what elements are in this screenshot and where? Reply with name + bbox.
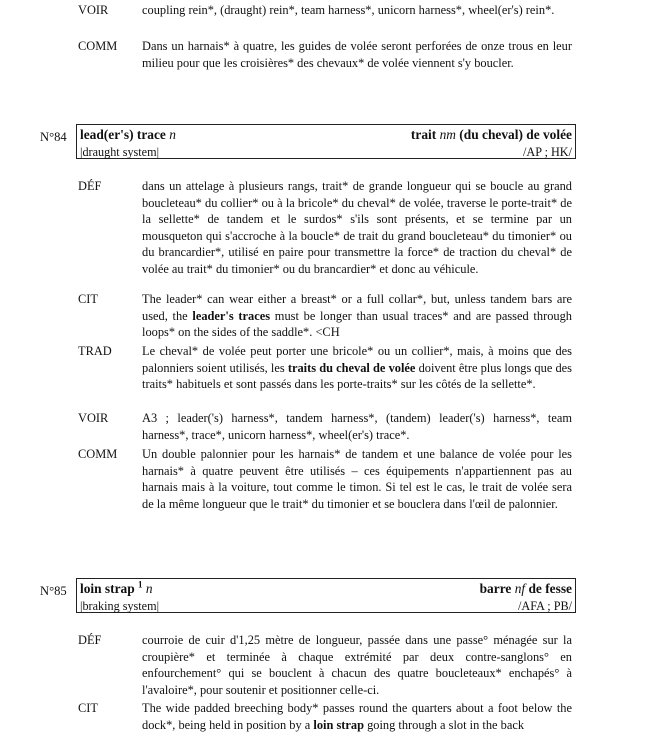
entry-equivalent: trait nm (du cheval) de volée bbox=[410, 127, 572, 142]
entry-domain: |draught system| bbox=[80, 145, 160, 159]
field-text: coupling rein*, (draught) rein*, team harness*, unicorn harness*, wheel(er's) rein*. bbox=[142, 3, 555, 17]
field-label: DÉF bbox=[78, 633, 102, 647]
field-text: courroie de cuir d'1,25 mètre de longueur, passée dans une passe° ménagée sur la croupière* et terminée à chaque extrémité par deux contre-sanglons° en enfourchement° qui se bouclent à chacun des quatre boucleteaux* enchapés° à l'avaloire*, pour soutenir et positionner celle-ci. bbox=[142, 633, 572, 697]
field-label: CIT bbox=[78, 701, 98, 715]
field-label: COMM bbox=[78, 39, 118, 53]
entry-number: N°84 bbox=[40, 130, 67, 144]
field-label: COMM bbox=[78, 447, 118, 461]
entry-term: lead(er's) trace n bbox=[80, 127, 176, 142]
field-text: dans un attelage à plusieurs rangs, trait* de grande longueur qui se boucle au grand boucleteau* du collier* ou à la bricole* du cheval* de volée, traverse le porte-trait* de la sellette* de tandem et le surdos* s'ils sont présents, et se termine par un mousqueton qui s'accroche à la boucle* de trait du grand boucleteau* du timonier* ou du brancardier*, utilisé en paire pour transmettre la force* de traction du cheval* de volée au trait* du timonier* ou du brancardier* et donc au véhicule. bbox=[142, 179, 572, 276]
field-label: VOIR bbox=[78, 411, 109, 425]
field-text: The leader* can wear either a breast* or a full collar*, but, unless tandem bars are used, the leader's traces must be longer than usual traces* and are passed through loops* on the sides of the saddle*. <CH bbox=[142, 292, 572, 340]
field-comm-prev bbox=[78, 38, 578, 72]
field-text: A3 ; leader('s) harness*, tandem harness*, (tandem) leader('s) harness*, team harness*, trace*, unicorn harness*, wheel(er's) trace*. bbox=[142, 411, 572, 442]
entry-equivalent: barre nf de fesse bbox=[479, 581, 572, 596]
field-voir-prev bbox=[78, 2, 578, 36]
term-highlight: loin strap bbox=[313, 717, 364, 732]
entry-number: N°85 bbox=[40, 584, 67, 598]
field-label: DÉF bbox=[78, 179, 102, 193]
entry-header-box bbox=[76, 578, 576, 613]
entry-header-box bbox=[76, 124, 576, 159]
field-label: VOIR bbox=[78, 3, 109, 17]
entry-term: loin strap $^1$ n bbox=[80, 579, 153, 596]
field-text: Dans un harnais* à quatre, les guides de volée seront perforées de onze trous en leur milieu pour que les croisières* des chevaux* de volée viennent s'y boucler. bbox=[142, 39, 572, 70]
entry-domain: |braking system| bbox=[80, 599, 160, 613]
field-label: TRAD bbox=[78, 344, 112, 358]
field-label: CIT bbox=[78, 292, 98, 306]
field-text: The wide padded breeching body* passes round the quarters about a foot below the dock*, being held in position by a loin strap going through a slot in the back bbox=[142, 701, 572, 732]
field-text: Un double palonnier pour les harnais* de tandem et une balance de volée pour les harnais* à quatre peuvent être utilisés – ces équipements n'appartiennent pas au harnais mais à la voiture, tout comme le timon. Si tel est le cas, le trait de volée sera de la même longueur que le trait* du timonier et se bouclera dans l'œil de palonnier. bbox=[142, 447, 572, 511]
term-highlight: leader's traces bbox=[192, 308, 271, 323]
entry-source: /AP ; HK/ bbox=[523, 145, 572, 159]
field-text: Le cheval* de volée peut porter une bricole* ou un collier*, mais, à moins que des palonniers soient utilisés, les traits du cheval de volée doivent être plus longs que des traits* habituels et sont passés dans les porte-traits* sur les côtés de la sellette*. bbox=[142, 344, 573, 392]
term-highlight: traits du cheval de volée bbox=[287, 360, 416, 375]
entry-source: /AFA ; PB/ bbox=[518, 599, 572, 613]
